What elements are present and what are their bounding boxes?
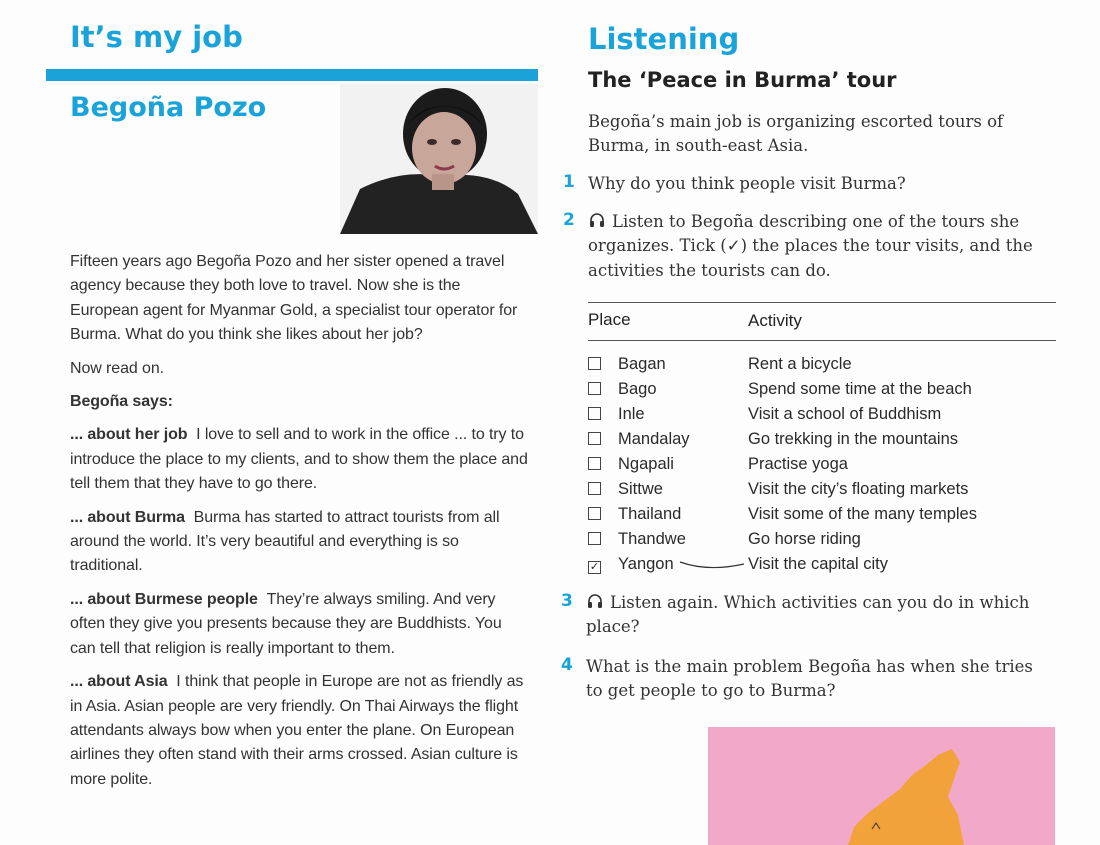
quote-lead: ... about her job bbox=[70, 426, 188, 444]
portrait-illustration bbox=[340, 84, 538, 234]
place-name: Inle bbox=[618, 405, 645, 423]
quote-text: I think that people in Europe are not as friendly as in Asia. Asian people are very friendly. On Thai Airways the flight attendants always bow when you enter the plane. On European airlines they often stand with their arms crossed. Asian culture is more polite. bbox=[70, 673, 524, 788]
table-row bbox=[588, 502, 1056, 527]
read-on-text: Now read on. bbox=[70, 359, 164, 377]
place-checkbox[interactable] bbox=[588, 532, 601, 545]
column-header-place: Place bbox=[588, 310, 631, 329]
left-article bbox=[70, 250, 530, 801]
listening-intro: Begoña’s main job is organizing escorted tours of Burma, in south-east Asia. bbox=[588, 112, 1004, 156]
quote-lead: ... about Burmese people bbox=[70, 590, 258, 608]
question-text: Listen to Begoña describing one of the tours she organizes. Tick (✓) the places the tour visits, and the activities the tourists can do. bbox=[588, 212, 1033, 280]
place-name: Bagan bbox=[618, 355, 666, 373]
column-header-activity: Activity bbox=[748, 311, 802, 330]
activity-name: Go trekking in the mountains bbox=[748, 430, 959, 448]
section-title-its-my-job: It’s my job bbox=[70, 20, 243, 54]
place-name: Yangon bbox=[618, 555, 674, 573]
question-number: 3 bbox=[561, 591, 573, 611]
table-row bbox=[588, 427, 1056, 452]
question-number: 4 bbox=[561, 655, 573, 675]
quote-text: They’re always smiling. And very often they give you presents because they are Buddhists. You can tell that religion is really important to them. bbox=[70, 590, 502, 657]
place-name: Thandwe bbox=[618, 530, 686, 548]
activity-name: Practise yoga bbox=[748, 455, 848, 473]
quote-lead: ... about Burma bbox=[70, 508, 185, 526]
table-row bbox=[588, 452, 1056, 477]
table-header-rule bbox=[588, 340, 1056, 341]
place-name: Bago bbox=[618, 380, 657, 398]
place-checkbox[interactable] bbox=[588, 407, 601, 420]
question-number: 2 bbox=[563, 210, 575, 230]
place-checkbox[interactable] bbox=[588, 507, 601, 520]
quote-asia bbox=[70, 670, 530, 792]
place-checkbox[interactable] bbox=[588, 357, 601, 370]
burma-map-shape bbox=[708, 727, 1055, 845]
question-3 bbox=[586, 591, 1041, 640]
activity-name: Visit some of the many temples bbox=[748, 505, 977, 523]
place-name: Mandalay bbox=[618, 430, 690, 448]
places-activities-table bbox=[588, 352, 1056, 577]
headphones-icon bbox=[586, 592, 604, 610]
quote-job bbox=[70, 423, 530, 496]
accent-bar bbox=[46, 69, 538, 81]
place-checkbox-checked[interactable]: ✓ bbox=[589, 561, 600, 573]
table-row bbox=[588, 477, 1056, 502]
says-label: Begoña says: bbox=[70, 393, 173, 411]
question-2 bbox=[588, 210, 1040, 283]
portrait-photo bbox=[340, 84, 538, 234]
table-row bbox=[588, 552, 1056, 577]
activity-name: Spend some time at the beach bbox=[748, 380, 972, 398]
activity-name: Visit the capital city bbox=[748, 555, 889, 573]
activity-name: Rent a bicycle bbox=[748, 355, 852, 373]
quote-text: Burma has started to attract tourists from all around the world. It’s very beautiful and everything is so traditional. bbox=[70, 508, 500, 575]
tour-subtitle: The ‘Peace in Burma’ tour bbox=[588, 68, 897, 92]
question-1: Why do you think people visit Burma? bbox=[588, 174, 906, 193]
place-name: Ngapali bbox=[618, 455, 674, 473]
table-row bbox=[588, 402, 1056, 427]
place-checkbox[interactable] bbox=[588, 482, 601, 495]
headphones-icon bbox=[588, 211, 606, 229]
section-title-listening: Listening bbox=[588, 22, 740, 56]
burma-map bbox=[708, 727, 1055, 845]
question-4: What is the main problem Begoña has when she tries to get people to go to Burma? bbox=[586, 657, 1033, 701]
match-line bbox=[678, 558, 748, 572]
place-checkbox[interactable] bbox=[588, 432, 601, 445]
place-checkbox[interactable] bbox=[588, 382, 601, 395]
quote-text: I love to sell and to work in the office ... to try to introduce the place to my clients, and to show them the place and tell them that they have to go there. bbox=[70, 426, 528, 493]
place-name: Thailand bbox=[618, 505, 682, 523]
person-name: Begoña Pozo bbox=[70, 92, 267, 123]
activity-name: Visit a school of Buddhism bbox=[748, 405, 942, 423]
quote-lead: ... about Asia bbox=[70, 673, 168, 691]
table-top-rule bbox=[588, 302, 1056, 303]
place-name: Sittwe bbox=[618, 480, 663, 498]
place-checkbox[interactable] bbox=[588, 457, 601, 470]
table-row bbox=[588, 352, 1056, 377]
table-row bbox=[588, 377, 1056, 402]
question-number: 1 bbox=[563, 172, 575, 192]
activity-name: Visit the city’s floating markets bbox=[748, 480, 969, 498]
activity-name: Go horse riding bbox=[748, 530, 861, 548]
intro-paragraph: Fifteen years ago Begoña Pozo and her sister opened a travel agency because they both love to travel. Now she is the European agent for Myanmar Gold, a specialist tour operator for Burma. What do you think she likes about her job? bbox=[70, 253, 518, 344]
question-text: Listen again. Which activities can you do in which place? bbox=[586, 593, 1030, 637]
table-row bbox=[588, 527, 1056, 552]
quote-burma bbox=[70, 506, 530, 579]
quote-burmese-people bbox=[70, 588, 530, 661]
